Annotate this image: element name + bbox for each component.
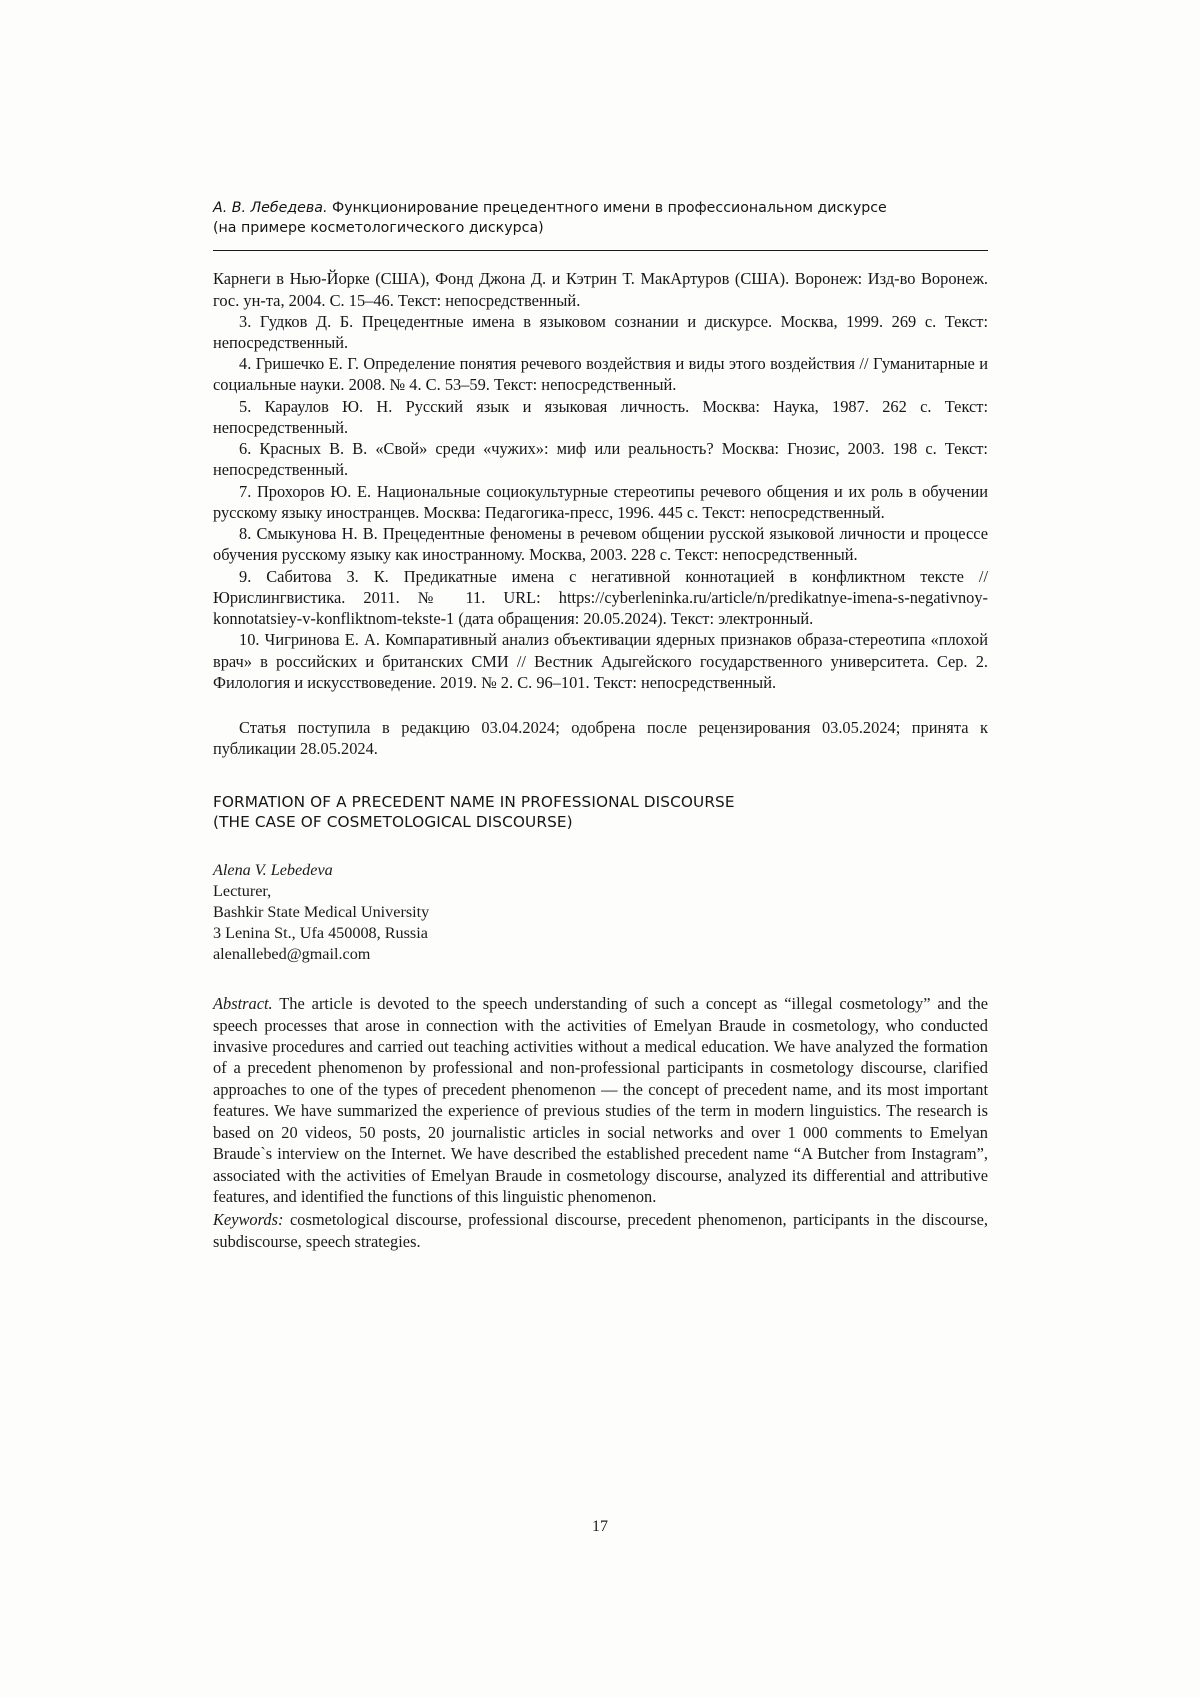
- list-item: 7. Прохоров Ю. Е. Национальные социокультурные стереотипы речевого общения и их роль в обучении русскому языку иностранцев. Москва: Педагогика-пресс, 1996. 445 с. Текст: непосредственный.: [213, 481, 988, 522]
- reference-list: [213, 268, 988, 693]
- abstract-text: The article is devoted to the speech understanding of such a concept as “illegal cosmetology” and the speech processes that arose in connection with the activities of Emelyan Braude in cosmetology, who conducted invasive procedures and carried out teaching activities without a medical education. We have analyzed the formation of a precedent phenomenon by professional and non-professional participants in cosmetology discourse, clarified approaches to one of the types of precedent phenomenon — the concept of precedent name, and its most important features. We have summarized the experience of previous studies of the term in modern linguistics. The research is based on 20 videos, 50 posts, 20 journalistic articles in social networks and over 1 000 comments to Emelyan Braude`s interview on the Internet. We have described the established precedent name “A Butcher from Instagram”, associated with the activities of Emelyan Braude in cosmetology discourse, analyzed its differential and attributive features, and identified the functions of this linguistic phenomenon.: [213, 994, 988, 1206]
- keywords: [213, 1209, 988, 1252]
- author-affiliation: Bashkir State Medical University: [213, 903, 430, 922]
- header-divider: [213, 250, 988, 251]
- page-number: 17: [592, 1518, 608, 1535]
- keywords-text: cosmetological discourse, professional discourse, precedent phenomenon, participants in the discourse, subdiscourse, speech strategies.: [213, 1210, 988, 1251]
- english-title-line2: (THE CASE OF COSMETOLOGICAL DISCOURSE): [213, 813, 573, 832]
- english-title-line1: FORMATION OF A PRECEDENT NAME IN PROFESSIONAL DISCOURSE: [213, 792, 735, 811]
- keywords-label: Keywords:: [213, 1210, 284, 1230]
- submission-dates: Статья поступила в редакцию 03.04.2024; одобрена после рецензирования 03.05.2024; принята к публикации 28.05.2024.: [213, 718, 988, 759]
- list-item: 3. Гудков Д. Б. Прецедентные имена в языковом сознании и дискурсе. Москва, 1999. 269 с. Текст: непосредственный.: [213, 311, 988, 353]
- author-position: Lecturer,: [213, 882, 272, 900]
- list-item: 5. Караулов Ю. Н. Русский язык и языковая личность. Москва: Наука, 1987. 262 с. Текст: непосредственный.: [213, 396, 988, 437]
- author-address: 3 Lenina St., Ufa 450008, Russia: [213, 924, 428, 943]
- running-head-author: А. В. Лебедева.: [213, 200, 328, 216]
- list-item: 9. Сабитова З. К. Предикатные имена с негативной коннотацией в конфликтном тексте // Юрислингвистика. 2011. № 11. URL: https://cyberleninka.ru/article/n/predikatnye-imena-s-negativnoy-konnotatsiey-v-konfliktnom-tekste-1 (дата обращения: 20.05.2024). Текст: электронный.: [213, 566, 988, 629]
- page-content: [213, 198, 988, 1252]
- reference-continuation: Карнеги в Нью-Йорке (США), Фонд Джона Д. и Кэтрин Т. МакАртуров (США). Воронеж: Изд-во Воронеж. гос. ун-та, 2004. С. 15–46. Текст: непосредственный.: [213, 269, 988, 310]
- author-block: [213, 860, 988, 965]
- author-name: Alena V. Lebedeva: [213, 860, 333, 879]
- author-email: alenallebed@gmail.com: [213, 945, 371, 964]
- running-head: [213, 198, 988, 238]
- abstract: [213, 993, 988, 1207]
- english-title: [213, 792, 988, 833]
- list-item: 8. Смыкунова Н. В. Прецедентные феномены в речевом общении русской языковой личности и процессе обучения русскому языку как иностранному. Москва, 2003. 228 с. Текст: непосредственный.: [213, 524, 988, 565]
- running-head-title-line2: (на примере косметологического дискурса): [213, 220, 544, 237]
- abstract-label: Abstract.: [213, 994, 273, 1014]
- list-item: 10. Чигринова Е. А. Компаративный анализ объективации ядерных признаков образа-стереотипа «плохой врач» в российских и британских СМИ // Вестник Адыгейского государственного университета. Сер. 2. Филология и искусствоведение. 2019. № 2. С. 96–101. Текст: непосредственный.: [213, 630, 988, 692]
- list-item: 6. Красных В. В. «Свой» среди «чужих»: миф или реальность? Москва: Гнозис, 2003. 198 с. Текст: непосредственный.: [213, 439, 988, 480]
- list-item: 4. Гришечко Е. Г. Определение понятия речевого воздействия и виды этого воздействия // Гуманитарные и социальные науки. 2008. № 4. С. 53–59. Текст: непосредственный.: [213, 354, 988, 395]
- running-head-title-line1: Функционирование прецедентного имени в профессиональном дискурсе: [327, 200, 887, 216]
